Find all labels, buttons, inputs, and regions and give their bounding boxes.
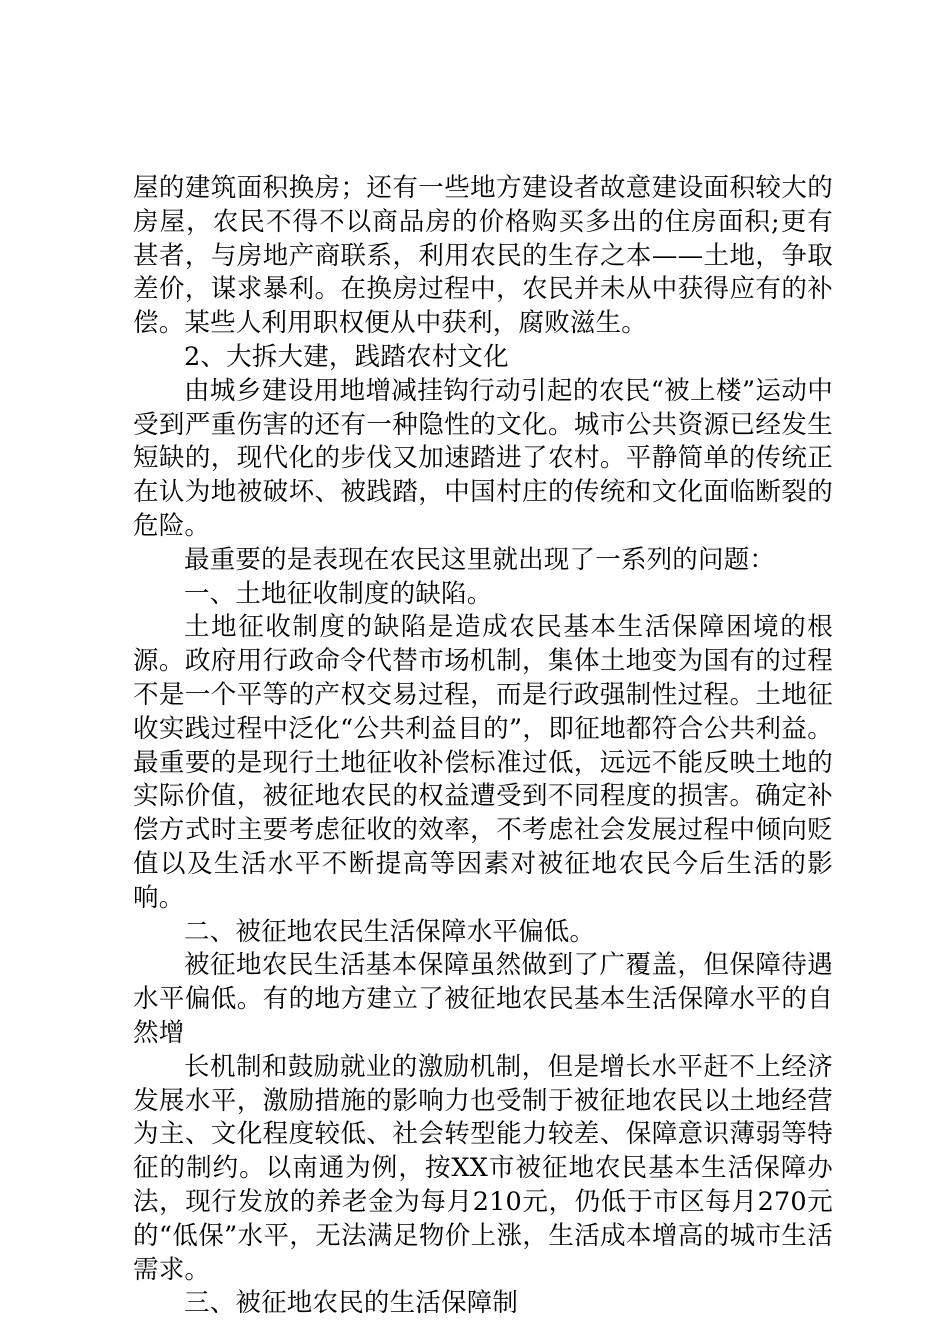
paragraph-8: 被征地农民生活基本保障虽然做到了广覆盖，但保障待遇水平偏低。有的地方建立了被征地农民基本生活保障水平的自然增 bbox=[133, 950, 833, 1048]
paragraph-4: 最重要的是表现在农民这里就出现了一系列的问题： bbox=[184, 544, 776, 575]
section-heading-2b: 二、被征地农民生活保障水平偏低。 bbox=[184, 916, 596, 947]
paragraph-1: 屋的建筑面积换房；还有一些地方建设者故意建设面积较大的房屋，农民不得不以商品房的价格购买多出的住房面积;更有甚者，与房地产商联系，利用农民的生存之本——土地，争取差价，谋求暴利。在换房过程中，农民并未从中获得应有的补偿。某些人利用职权便从中获利，腐败滋生。 bbox=[133, 173, 833, 339]
section-heading-3: 三、被征地农民的生活保障制 bbox=[184, 1288, 519, 1319]
paragraph-6: 土地征收制度的缺陷是造成农民基本生活保障困境的根源。政府用行政命令代替市场机制，集体土地变为国有的过程不是一个平等的产权交易过程，而是行政强制性过程。土地征收实践过程中泛化“公共利益目的”，即征地都符合公共利益。最重要的是现行土地征收补偿标准过低，远远不能反映土地的实际价值，被征地农民的权益遭受到不同程度的损害。确定补偿方式时主要考虑征收的效率，不考虑社会发展过程中倾向贬值以及生活水平不断提高等因素对被征地农民今后生活的影响。 bbox=[133, 612, 833, 913]
section-heading-2: 2、大拆大建，践踏农村文化 bbox=[184, 341, 509, 372]
paragraph-9: 长机制和鼓励就业的激励机制，但是增长水平赶不上经济发展水平，激励措施的影响力也受制于被征地农民以土地经营为主、文化程度较低、社会转型能力较差、保障意识薄弱等特征的制约。以南通为例，按XX市被征地农民基本生活保障办法，现行发放的养老金为每月210元，仍低于市区每月270元的“低保”水平，无法满足物价上涨，生活成本增高的城市生活需求。 bbox=[133, 1051, 833, 1285]
document-page bbox=[133, 172, 833, 1321]
section-heading-1: 一、土地征收制度的缺陷。 bbox=[184, 578, 493, 609]
paragraph-3: 由城乡建设用地增减挂钩行动引起的农民“被上楼”运动中受到严重伤害的还有一种隐性的文化。城市公共资源已经发生短缺的，现代化的步伐又加速踏进了农村。平静简单的传统正在认为地被破坏、被践踏，中国村庄的传统和文化面临断裂的危险。 bbox=[133, 375, 833, 541]
